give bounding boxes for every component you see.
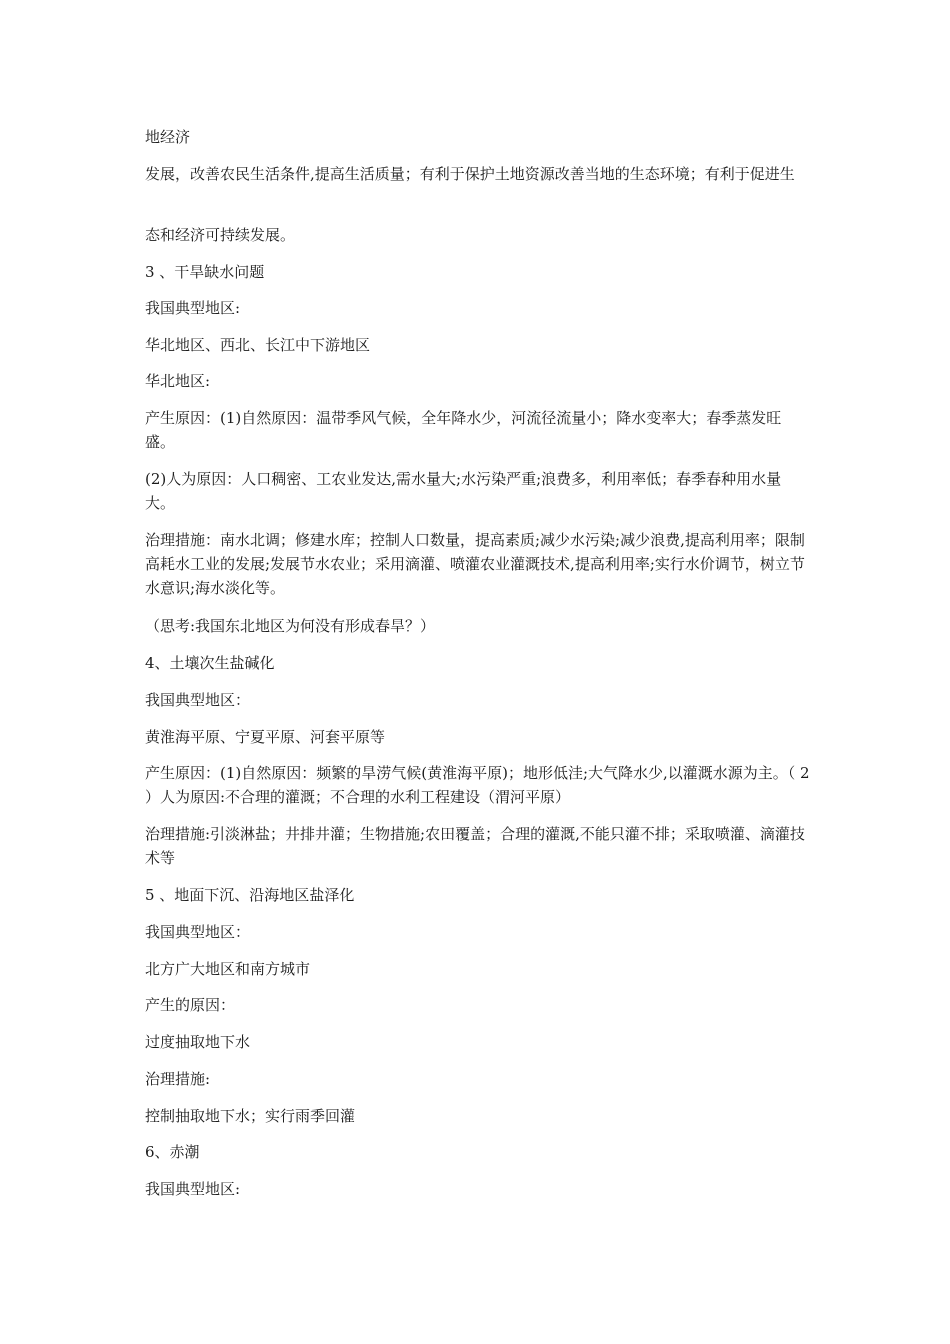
paragraph-think: （思考:我国东北地区为何没有形成春旱？） [145, 617, 436, 635]
paragraph-typical-region-label: 我国典型地区: [145, 299, 241, 317]
paragraph-typical-region-label-3: 我国典型地区： [145, 923, 251, 941]
paragraph-north-south: 北方广大地区和南方城市 [145, 960, 311, 978]
paragraph-salinization-measures: 治理措施:引淡淋盐；井排井灌；生物措施;农田覆盖；合理的灌溉,不能只灌不排；采取喷灌、滴灌技术等 [145, 825, 805, 867]
paragraph-3: 态和经济可持续发展。 [145, 226, 296, 244]
paragraph-regions: 华北地区、西北、长江中下游地区 [145, 336, 371, 354]
paragraph-measures: 治理措施：南水北调；修建水库；控制人口数量，提高素质;减少水污染;减少浪费,提高利用率；限制高耗水工业的发展;发展节水农业；采用滴灌、喷灌农业灌溉技术,提高利用率;实行水价调节，树立节水意识;海水淡化等。 [145, 531, 805, 597]
paragraph-salinization-cause: 产生原因：(1)自然原因：频繁的旱涝气候(黄淮海平原)；地形低洼;大气降水少,以灌溉水源为主。（ 2 ）人为原因:不合理的灌溉；不合理的水利工程建设（渭河平原） [145, 764, 810, 806]
section-heading-6: 6、赤潮 [145, 1143, 200, 1161]
paragraph-control-pumping: 控制抽取地下水；实行雨季回灌 [145, 1107, 356, 1125]
section-heading-4: 4、土壤次生盐碱化 [145, 654, 275, 672]
paragraph-overpumping: 过度抽取地下水 [145, 1033, 251, 1051]
paragraph-human-cause: (2)人为原因：人口稠密、工农业发达,需水量大;水污染严重;浪费多，利用率低；春季春种用水量大。 [145, 470, 782, 512]
paragraph-north-china-label: 华北地区: [145, 372, 211, 390]
paragraph-2: 发展，改善农民生活条件,提高生活质量；有利于保护土地资源改善当地的生态环境；有利于促进生 [145, 165, 795, 183]
paragraph-natural-cause: 产生原因：(1)自然原因：温带季风气候，全年降水少，河流径流量小；降水变率大；春季蒸发旺盛。 [145, 409, 782, 451]
paragraph-typical-region-label-4: 我国典型地区: [145, 1180, 241, 1198]
section-heading-5: 5 、地面下沉、沿海地区盐泽化 [145, 886, 355, 904]
paragraph-cause-label: 产生的原因： [145, 996, 236, 1014]
paragraph-typical-region-label-2: 我国典型地区： [145, 691, 251, 709]
paragraph-measures-label: 治理措施: [145, 1070, 211, 1088]
section-heading-3: 3 、干旱缺水问题 [145, 263, 265, 281]
paragraph-1: 地经济 [145, 128, 191, 146]
paragraph-plains: 黄淮海平原、宁夏平原、河套平原等 [145, 728, 386, 746]
